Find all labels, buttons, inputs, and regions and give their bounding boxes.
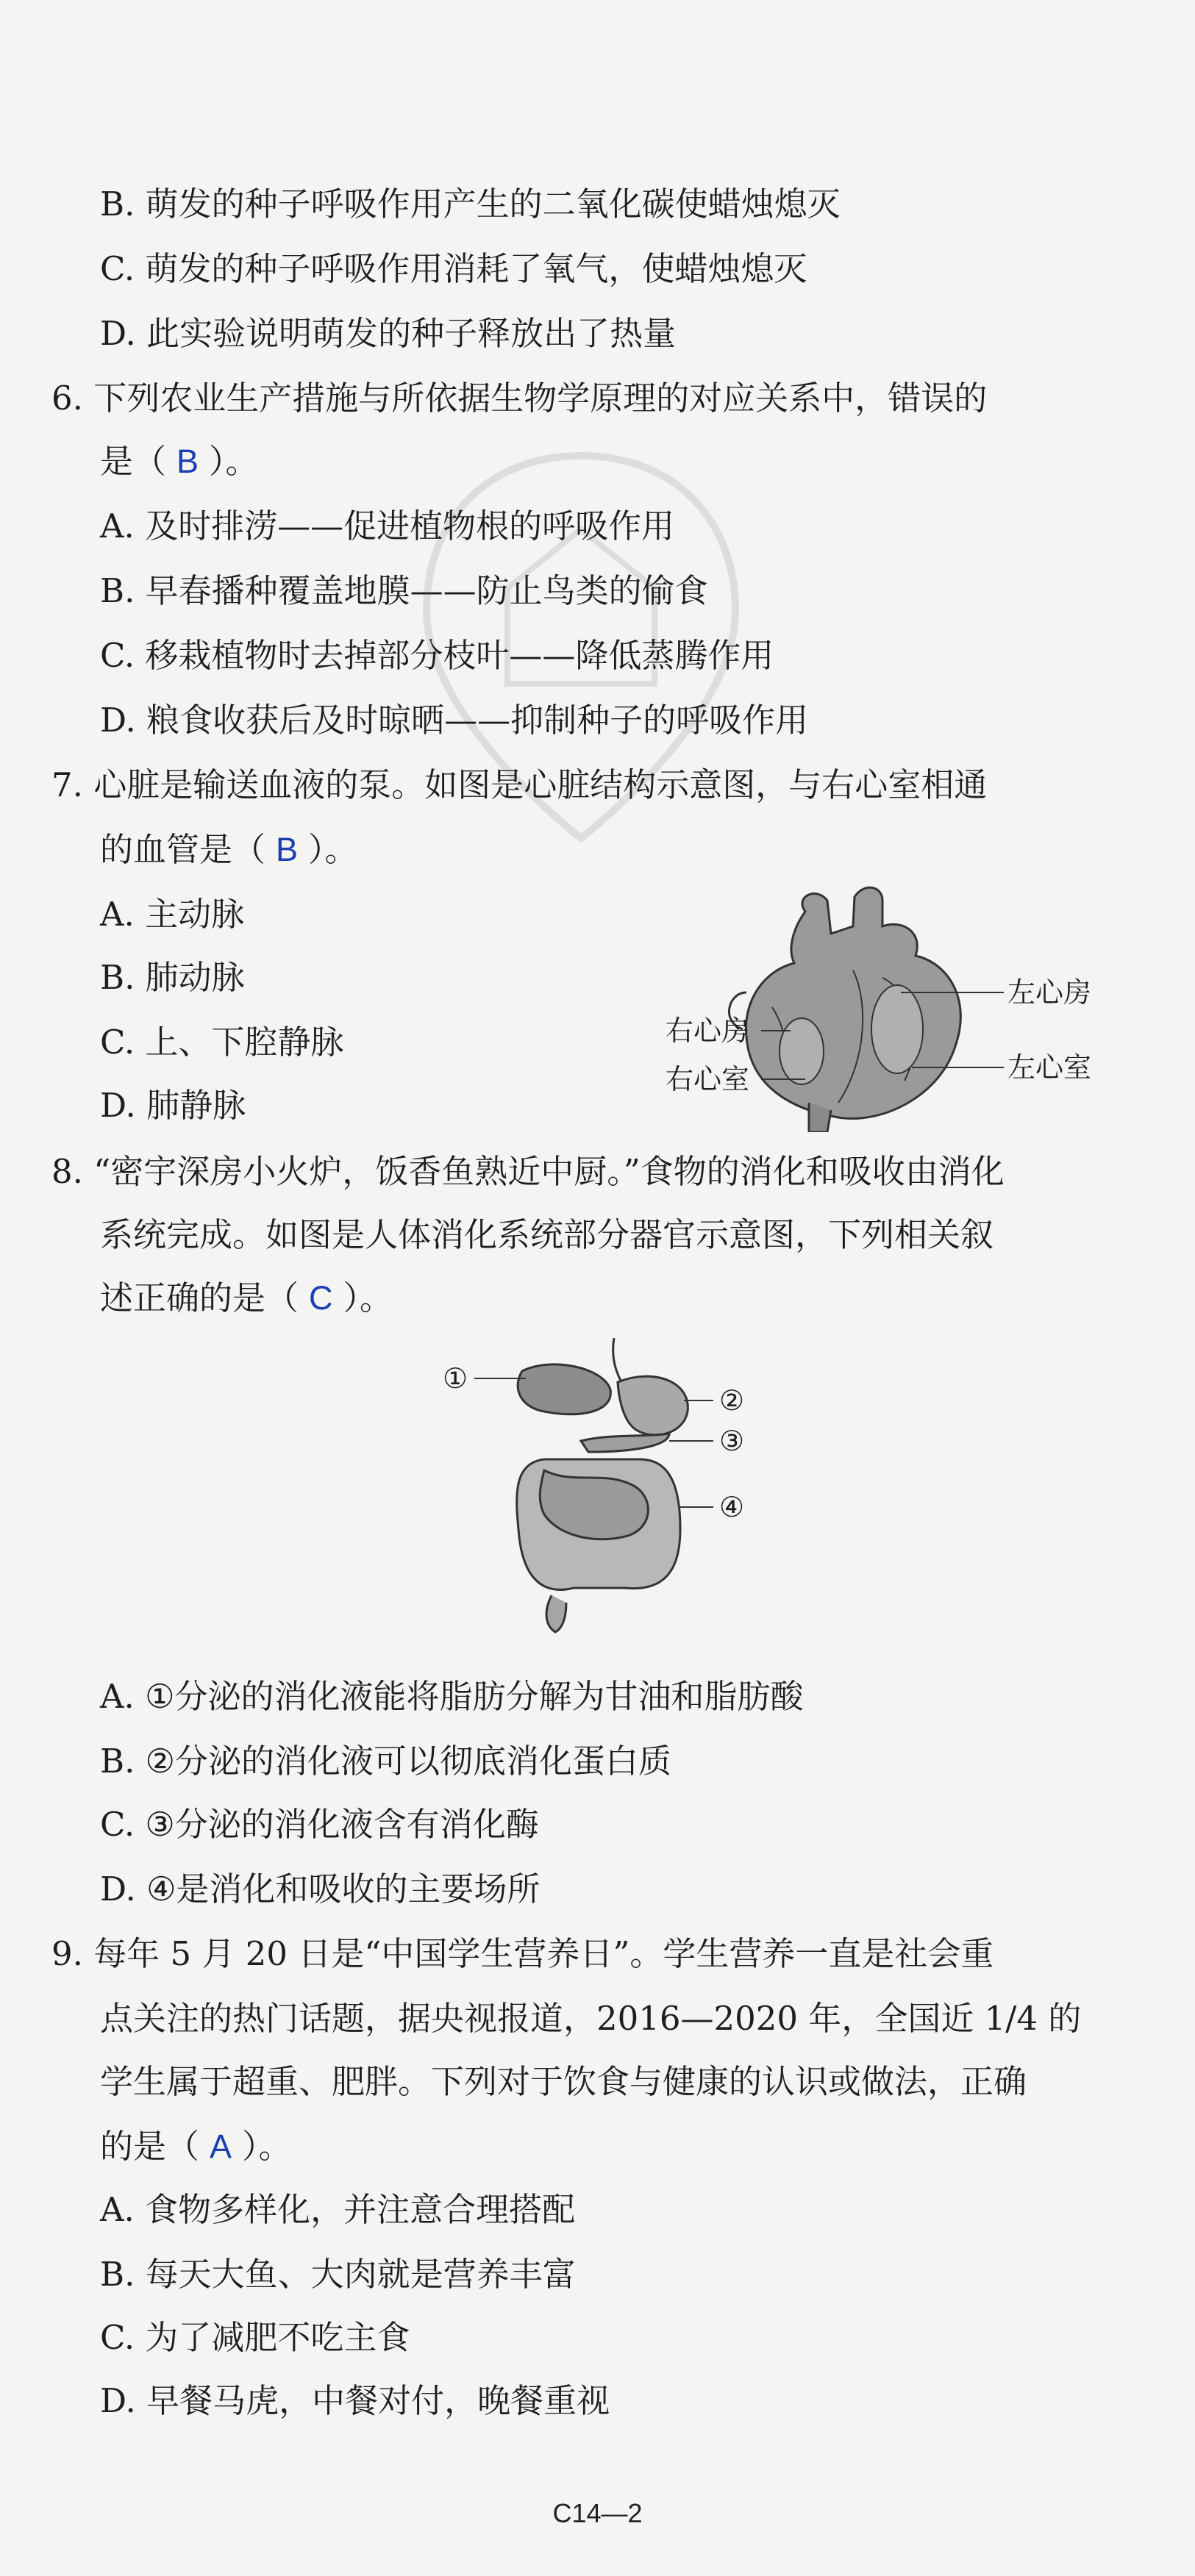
heart-diagram: [662, 882, 1118, 1132]
q9-stem-line2: 点关注的热门话题，据央视报道，2016—2020 年，全国近 1/4 的: [100, 1999, 1082, 2038]
q6-option-b: B. 早春播种覆盖地膜——防止鸟类的偷食: [100, 571, 708, 610]
q8-stem-line1: 8. “密宇深房小火炉，饭香鱼熟近中厨。”食物的消化和吸收由消化: [51, 1152, 1005, 1191]
q8-stem-suffix: ）。: [343, 1278, 393, 1317]
q6-stem-line1: 6. 下列农业生产措施与所依据生物学原理的对应关系中，错误的: [51, 379, 988, 418]
q9-stem-line1: 9. 每年 5 月 20 日是“中国学生营养日”。学生营养一直是社会重: [51, 1934, 994, 1973]
q6-option-c: C. 移栽植物时去掉部分枝叶——降低蒸腾作用: [100, 636, 774, 675]
q6-stem-prefix: 是（: [100, 442, 167, 481]
digestive-system-diagram: [434, 1338, 772, 1647]
q8-stem-line2: 系统完成。如图是人体消化系统部分器官示意图，下列相关叙: [100, 1215, 994, 1254]
q5-option-d: D. 此实验说明萌发的种子释放出了热量: [100, 314, 677, 353]
label-organ-4: ④: [719, 1491, 745, 1523]
q7-stem-prefix: 的血管是（: [100, 830, 266, 869]
q9-answer: A: [210, 2128, 232, 2165]
q5-option-b: B. 萌发的种子呼吸作用产生的二氧化碳使蜡烛熄灭: [100, 185, 841, 223]
q7-option-b: B. 肺动脉: [100, 958, 245, 997]
q6-option-a: A. 及时排涝——促进植物根的呼吸作用: [100, 507, 675, 545]
label-right-ventricle: 右心室: [666, 1063, 750, 1095]
q7-answer: B: [276, 831, 299, 868]
q7-stem-line2: [100, 828, 358, 872]
q9-option-c: C. 为了减肥不吃主食: [100, 2318, 410, 2357]
q8-stem-prefix: 述正确的是（: [100, 1278, 299, 1317]
heart-drawing: [729, 887, 960, 1132]
page-number-footer: C14—2: [552, 2498, 643, 2528]
q8-option-b: B. ②分泌的消化液可以彻底消化蛋白质: [100, 1742, 672, 1781]
digestive-organs-drawing: [517, 1338, 688, 1632]
q9-stem-suffix: ）。: [242, 2127, 292, 2166]
q9-stem-line3: 学生属于超重、肥胖。下列对于饮食与健康的认识或做法，正确: [100, 2062, 1027, 2101]
q6-stem-suffix: ）。: [209, 442, 259, 481]
q9-option-a: A. 食物多样化，并注意合理搭配: [100, 2190, 576, 2229]
label-organ-3: ③: [719, 1425, 745, 1457]
label-organ-2: ②: [719, 1384, 745, 1417]
q8-stem-line3: [100, 1276, 393, 1320]
q6-stem-line2: [100, 440, 259, 484]
q7-option-c: C. 上、下腔静脉: [100, 1023, 344, 1062]
q9-stem-prefix: 的是（: [100, 2127, 200, 2166]
q8-option-a: A. ①分泌的消化液能将脂肪分解为甘油和脂肪酸: [100, 1677, 804, 1716]
q6-option-d: D. 粮食收获后及时晾晒——抑制种子的呼吸作用: [100, 701, 809, 740]
q8-answer: C: [309, 1279, 333, 1317]
q9-option-d: D. 早餐马虎，中餐对付，晚餐重视: [100, 2381, 610, 2420]
label-right-atrium: 右心房: [666, 1015, 750, 1047]
q9-stem-line4: [100, 2125, 292, 2169]
q7-stem-line1: 7. 心脏是输送血液的泵。如图是心脏结构示意图，与右心室相通: [51, 765, 988, 804]
label-left-ventricle: 左心室: [1007, 1051, 1092, 1084]
label-left-atrium: 左心房: [1007, 976, 1092, 1009]
q8-option-c: C. ③分泌的消化液含有消化酶: [100, 1805, 539, 1844]
q6-answer: B: [176, 443, 199, 480]
q5-option-c: C. 萌发的种子呼吸作用消耗了氧气，使蜡烛熄灭: [100, 249, 807, 288]
q7-option-d: D. 肺静脉: [100, 1086, 246, 1125]
q9-option-b: B. 每天大鱼、大肉就是营养丰富: [100, 2255, 576, 2294]
q8-option-d: D. ④是消化和吸收的主要场所: [100, 1870, 541, 1908]
label-organ-1: ①: [443, 1362, 468, 1395]
q7-stem-suffix: ）。: [308, 830, 358, 869]
q7-option-a: A. 主动脉: [100, 895, 245, 934]
